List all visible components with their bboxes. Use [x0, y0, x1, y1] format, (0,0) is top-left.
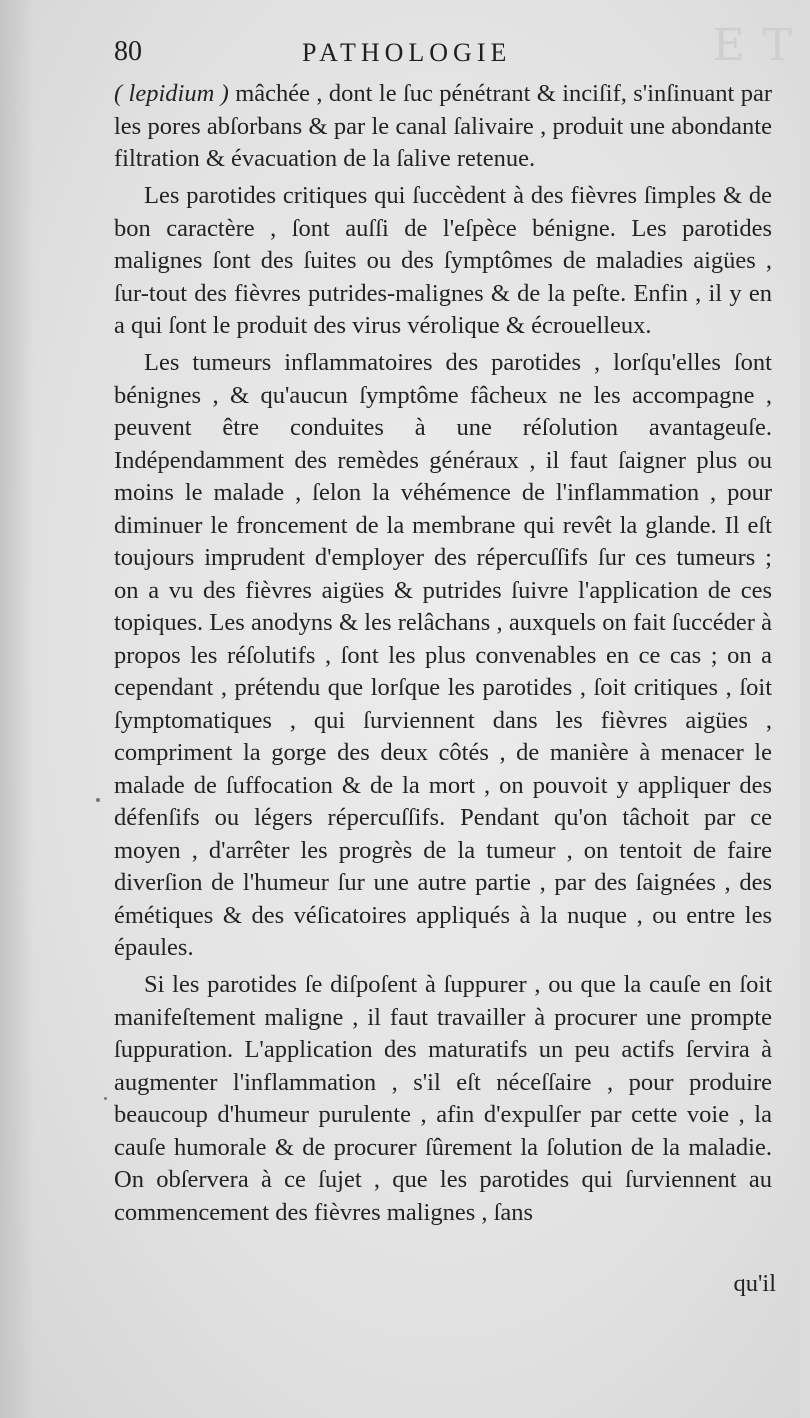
page-number: 80	[114, 36, 142, 67]
binding-shadow	[0, 0, 34, 1418]
catchword: qu'il	[733, 1270, 776, 1297]
show-through-text: ET	[712, 20, 810, 71]
paragraph-2: Les parotides critiques qui ſuccèdent à des fièvres ſimples & de bon caractère , ſont auſſi de l'eſpèce bénigne. Les parotides malignes ſont des ſuites ou des ſymptômes de maladies aigües , ſur-tout des fièvres putrides-malignes & de la peſte. Enfin , il y en a qui ſont le produit des virus vérolique & écrouelleux.	[114, 182, 772, 339]
paragraph-3: Les tumeurs inflammatoires des parotides , lorſqu'elles ſont bénignes , & qu'aucun ſymptôme fâcheux ne les accompagne , peuvent être conduites à une réſolution avantageuſe. Indépendamment des remèdes généraux , il faut ſaigner plus ou moins le malade , ſelon la véhémence de l'inflammation , pour diminuer le froncement de la membrane qui revêt la glande. Il eſt toujours imprudent d'employer des répercuſſifs ſur ces tumeurs ; on a vu des fièvres aigües & putrides ſuivre l'application de ces topiques. Les anodyns & les relâchans , auxquels on fait ſuccéder à propos les réſolutifs , ſont les plus convenables en ce cas ; on a cependant , prétendu que lorſque les parotides , ſoit critiques , ſoit ſymptomatiques , qui ſurviennent dans les fièvres aigües , compriment la gorge des deux côtés , de manière à menacer le malade de ſuffocation & de la mort , on pouvoit y appliquer des défenſifs ou légers répercuſſifs. Pendant qu'on tâchoit par ce moyen , d'arrêter les progrès de la tumeur , on tentoit de faire diverſion de l'humeur ſur une autre partie , par des ſaignées , des émétiques & des véſicatoires appliqués à la nuque , ou entre les épaules.	[114, 349, 772, 961]
ink-speck	[104, 1097, 107, 1100]
ink-speck	[96, 798, 100, 802]
paragraph-1-text: mâchée , dont le ſuc pénétrant & inciſif, s'inſinuant par les pores abſorbans & par le canal ſalivaire , produit une abondante filtration & évacuation de la ſalive retenue.	[114, 80, 772, 172]
running-header	[114, 34, 800, 74]
paragraph-1	[114, 78, 772, 176]
paragraph-4: Si les parotides ſe diſpoſent à ſuppurer , ou que la cauſe en ſoit manifeſtement maligne , il faut travailler à procurer une prompte ſuppuration. L'application des maturatifs un peu actifs ſervira à augmenter l'inflammation , s'il eſt néceſſaire , pour produire beaucoup d'humeur purulente , afin d'expulſer par cette voie , la cauſe humorale & de procurer ſûrement la ſolution de la maladie. On obſervera à ce ſujet , que les parotides qui ſurviennent au commencement des fièvres malignes , ſans	[114, 971, 772, 1226]
italic-term: ( lepidium )	[114, 80, 229, 107]
body-text	[114, 78, 772, 1234]
running-title: PATHOLOGIE	[302, 38, 512, 67]
